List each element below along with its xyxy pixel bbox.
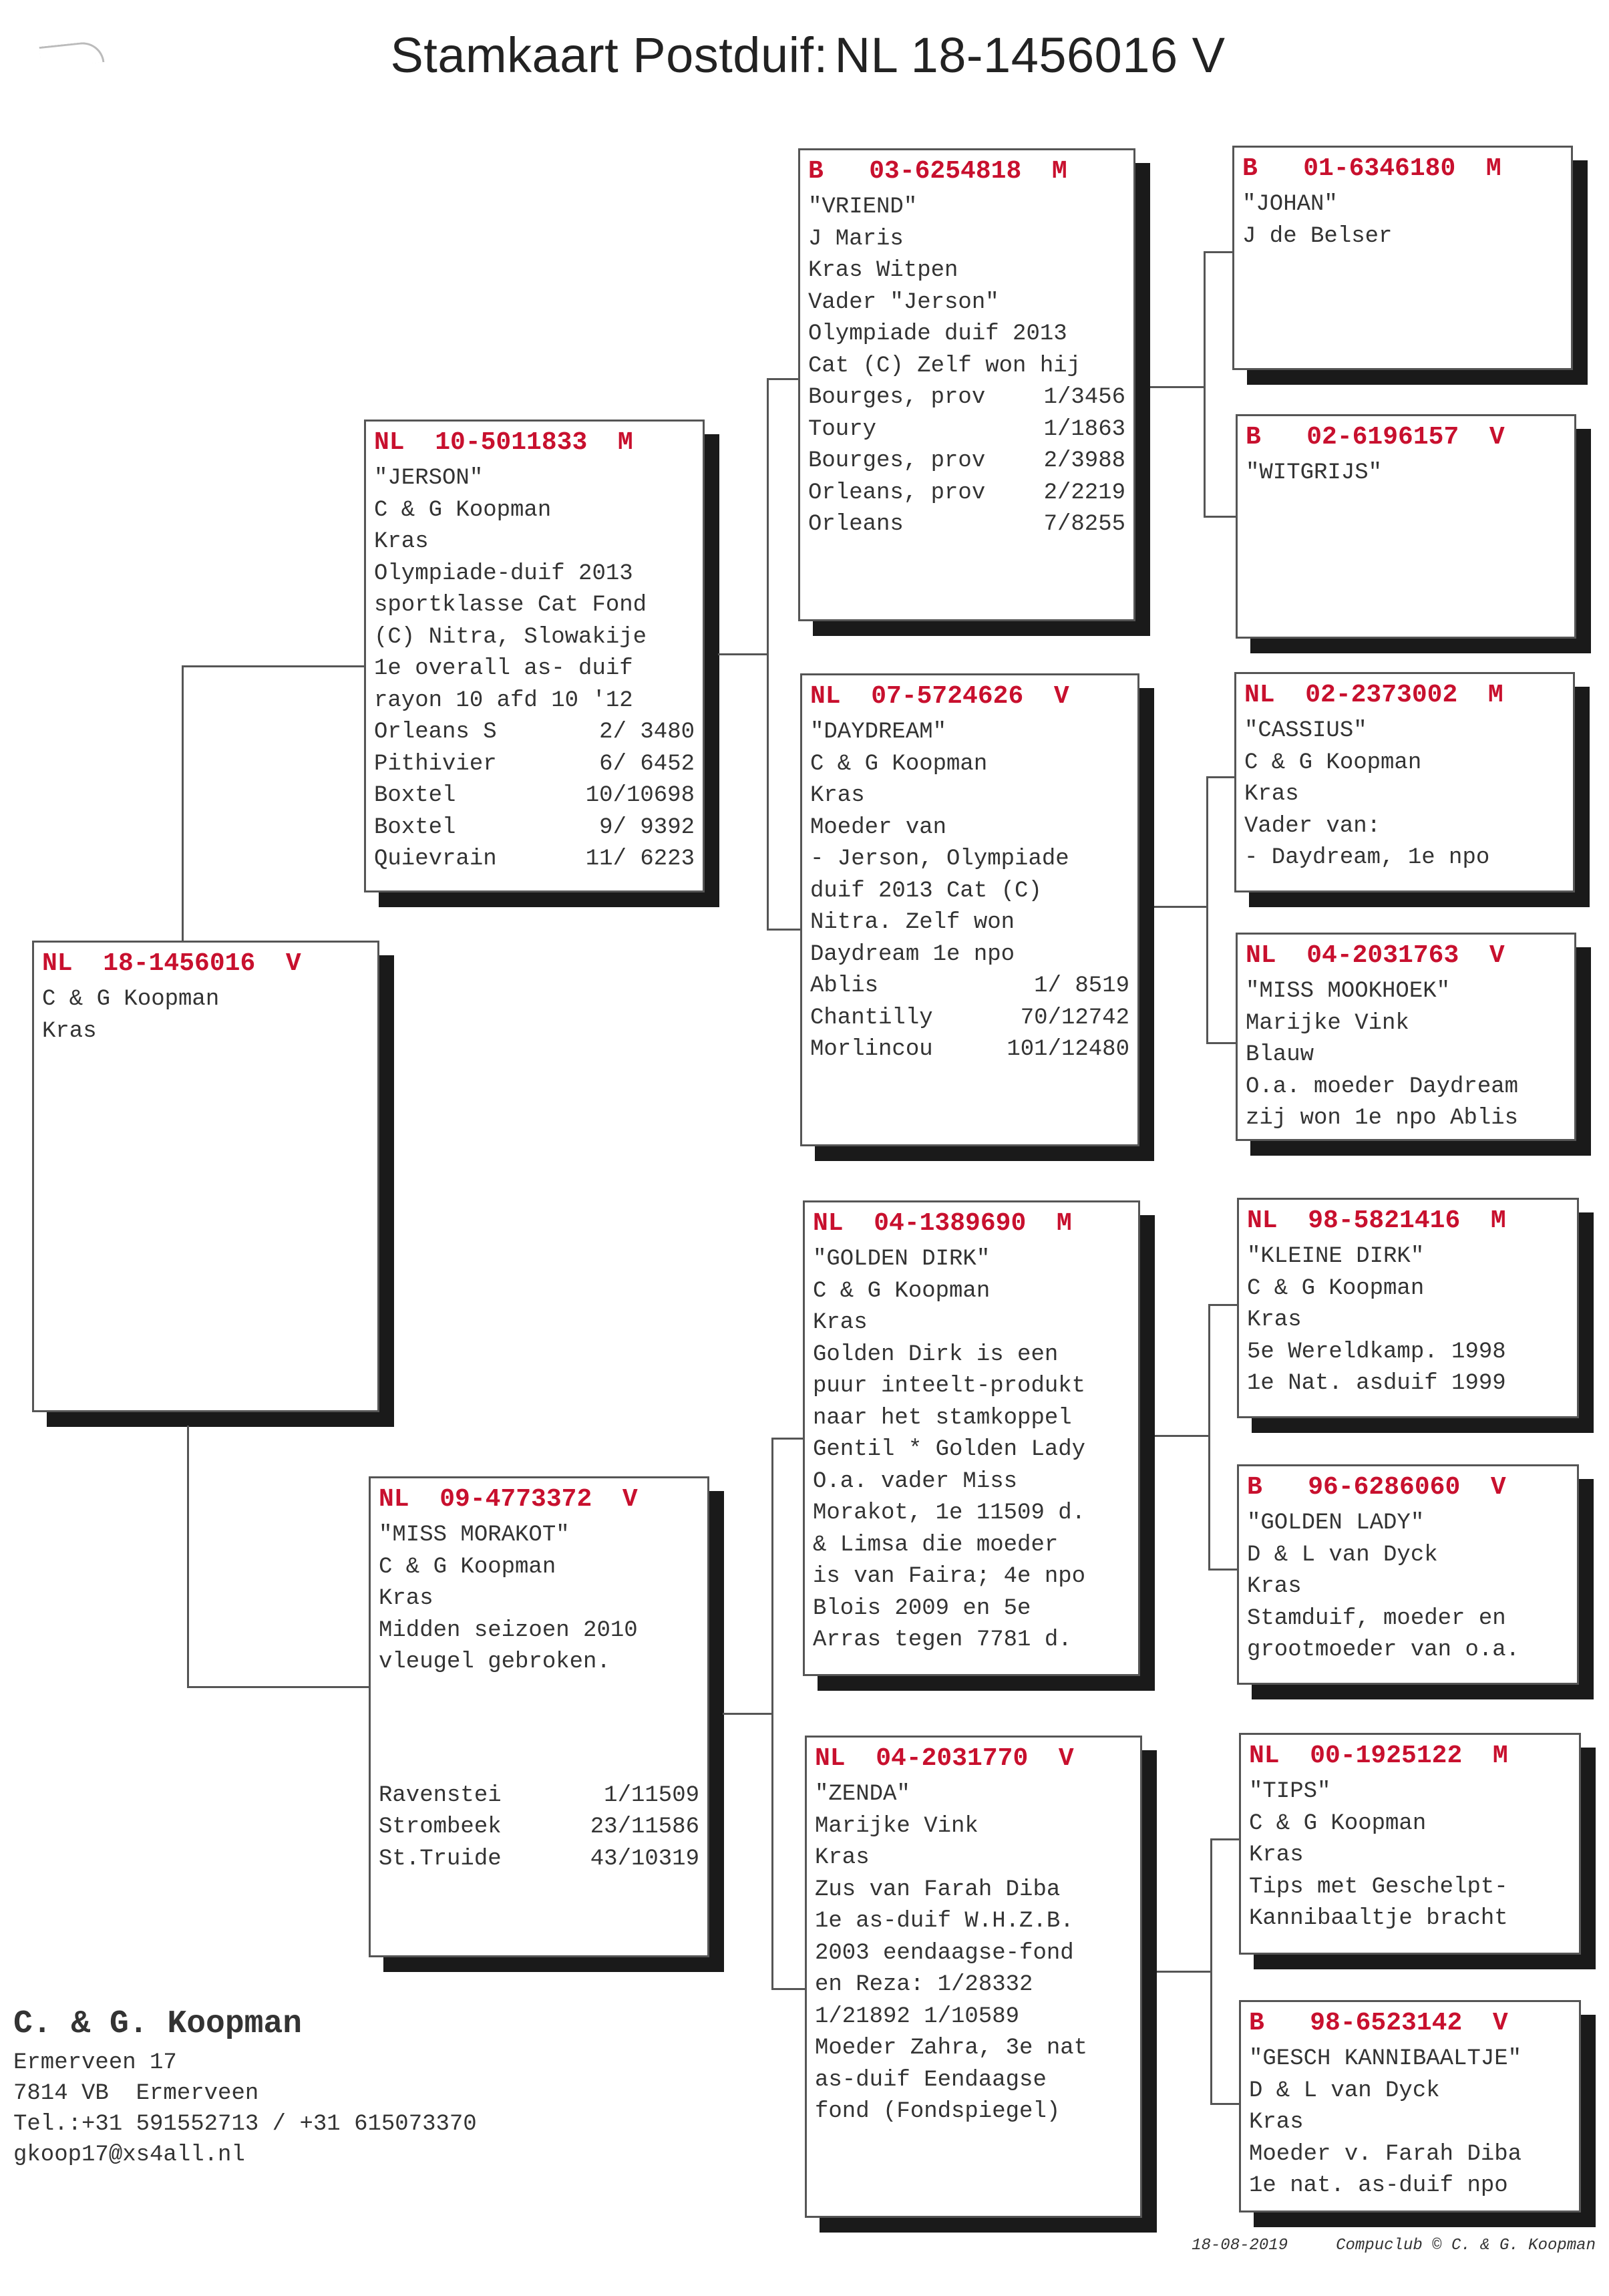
info-line: 1e as-duif W.H.Z.B. — [815, 1909, 1074, 1934]
info-line: Arras tegen 7781 d. — [813, 1627, 1072, 1653]
result-row — [808, 414, 1125, 446]
result-row — [810, 971, 1129, 1003]
connector-line — [767, 378, 769, 930]
breeder-email[interactable]: gkoop17@xs4all.nl — [13, 2142, 245, 2168]
page-title — [0, 27, 1609, 84]
result-row — [810, 1034, 1129, 1066]
connector-line — [723, 1713, 773, 1715]
connector-line — [182, 665, 365, 667]
ring-number: NL 04-2031770 V — [815, 1744, 1074, 1773]
connector-line — [771, 1988, 806, 1990]
race-place: Quievrain — [374, 846, 497, 872]
pigeon-card-mmm[interactable] — [1239, 2000, 1581, 2212]
race-place: Chantilly — [810, 1005, 933, 1031]
info-line: Moeder Zahra, 3e nat — [815, 2035, 1088, 2061]
info-line: duif 2013 Cat (C) — [810, 878, 1042, 904]
race-score: 1/ 8519 — [1034, 973, 1129, 999]
info-line: "MISS MORAKOT" — [379, 1522, 570, 1548]
info-line: Marijke Vink — [1246, 1010, 1409, 1036]
ring-number: NL 00-1925122 M — [1249, 1742, 1508, 1770]
race-place: Morlincou — [810, 1037, 933, 1062]
pigeon-card-mfm[interactable] — [1237, 1464, 1579, 1685]
info-line: C & G Koopman — [813, 1278, 991, 1304]
info-line: (C) Nitra, Slowakije — [374, 624, 647, 650]
connector-line — [718, 653, 768, 655]
connector-line — [187, 1426, 189, 1687]
info-line: Daydream 1e npo — [810, 941, 1015, 967]
pigeon-card-mm[interactable] — [805, 1736, 1142, 2218]
breeder-phone: Tel.:+31 591552713 / +31 615073370 — [13, 2112, 477, 2137]
connector-line — [1204, 516, 1237, 518]
pigeon-card-subject[interactable] — [32, 941, 379, 1412]
footer-date: 18-08-2019 — [1192, 2237, 1288, 2255]
result-row — [808, 509, 1125, 541]
info-line: Kras — [1247, 1307, 1302, 1333]
result-row — [379, 1780, 699, 1812]
race-place: Strombeek — [379, 1814, 502, 1840]
ring-number: NL 09-4773372 V — [379, 1485, 638, 1514]
ring-number: NL 04-2031763 V — [1246, 941, 1505, 970]
pigeon-card-mff[interactable] — [1237, 1198, 1579, 1418]
pigeon-card-mf[interactable] — [803, 1200, 1140, 1676]
race-score: 1/11509 — [604, 1782, 699, 1808]
ring-number: NL 18-1456016 V — [42, 949, 301, 978]
connector-line — [1210, 1838, 1212, 2104]
info-line: Gentil * Golden Lady — [813, 1437, 1086, 1462]
race-score: 9/ 9392 — [599, 814, 695, 840]
info-line: Tips met Geschelpt- — [1249, 1874, 1508, 1900]
connector-line — [1157, 1971, 1212, 1973]
connector-line — [1206, 776, 1236, 778]
race-place: Orleans, prov — [808, 480, 986, 506]
info-line: C & G Koopman — [42, 987, 220, 1012]
info-line: puur inteelt-produkt — [813, 1373, 1086, 1399]
result-row — [374, 812, 695, 844]
connector-line — [1150, 386, 1205, 388]
info-line: Kras — [1249, 1842, 1304, 1868]
ring-number: NL 10-5011833 M — [374, 428, 633, 457]
info-line: C & G Koopman — [1244, 750, 1422, 776]
connector-line — [1154, 906, 1208, 908]
ring-number: B 01-6346180 M — [1242, 154, 1501, 183]
info-line: naar het stamkoppel — [813, 1405, 1072, 1431]
race-place: Orleans — [808, 512, 904, 537]
info-line: Kras — [1247, 1574, 1302, 1599]
info-line: "GESCH KANNIBAALTJE" — [1249, 2046, 1522, 2072]
info-line: Blois 2009 en 5e — [813, 1595, 1031, 1621]
info-line: Marijke Vink — [815, 1813, 978, 1839]
info-line: 1e overall as- duif — [374, 656, 633, 681]
connector-line — [771, 1438, 773, 1989]
info-line: Moeder v. Farah Diba — [1249, 2141, 1522, 2167]
pigeon-card-father[interactable] — [364, 420, 705, 892]
info-line: C & G Koopman — [1247, 1275, 1425, 1301]
info-line: Vader "Jerson" — [808, 289, 999, 315]
result-row — [374, 749, 695, 781]
connector-line — [1155, 1435, 1210, 1437]
info-line: Kras — [1244, 782, 1299, 807]
info-line: D & L van Dyck — [1247, 1542, 1438, 1568]
race-place: Bourges, prov — [808, 448, 986, 474]
result-row — [808, 382, 1125, 414]
result-row — [374, 717, 695, 749]
connector-line — [1210, 1838, 1240, 1840]
race-score: 101/12480 — [1007, 1037, 1129, 1062]
footer — [1192, 2237, 1596, 2255]
info-line: Kras — [379, 1586, 433, 1611]
pigeon-card-ffm[interactable] — [1236, 414, 1576, 639]
race-score: 43/10319 — [590, 1846, 699, 1872]
info-line: grootmoeder van o.a. — [1247, 1637, 1520, 1663]
info-line: "GOLDEN DIRK" — [813, 1247, 991, 1272]
connector-line — [1206, 776, 1208, 1043]
breeder-city: 7814 VB Ermerveen — [13, 2081, 259, 2106]
info-line: "CASSIUS" — [1244, 718, 1367, 744]
info-line: C & G Koopman — [374, 497, 552, 523]
info-line: J Maris — [808, 226, 904, 252]
info-line: Cat (C) Zelf won hij — [808, 353, 1081, 379]
footer-credit: Compuclub © C. & G. Koopman — [1336, 2237, 1596, 2255]
info-line: Kras — [813, 1310, 868, 1335]
connector-line — [767, 378, 799, 380]
race-place: Pithivier — [374, 751, 497, 777]
ring-number: NL 02-2373002 M — [1244, 681, 1503, 709]
breeder-street: Ermerveen 17 — [13, 2050, 177, 2076]
info-line: is van Faira; 4e npo — [813, 1564, 1086, 1589]
race-score: 10/10698 — [585, 783, 695, 808]
race-score: 23/11586 — [590, 1814, 699, 1840]
info-line: "KLEINE DIRK" — [1247, 1244, 1425, 1269]
info-line: 1/21892 1/10589 — [815, 2003, 1020, 2029]
ring-number: NL 07-5724626 V — [810, 682, 1069, 711]
info-line: Olympiade duif 2013 — [808, 321, 1067, 347]
result-row — [810, 1003, 1129, 1035]
info-line: Kras — [374, 529, 429, 554]
result-row — [374, 780, 695, 812]
result-row — [808, 446, 1125, 478]
info-line: Golden Dirk is een — [813, 1341, 1059, 1367]
info-line: zij won 1e npo Ablis — [1246, 1106, 1519, 1131]
connector-line — [1208, 1569, 1238, 1571]
title-prefix: Stamkaart Postduif: — [390, 27, 828, 83]
info-line: Blauw — [1246, 1042, 1314, 1068]
race-score: 2/ 3480 — [599, 719, 695, 745]
breeder-info — [13, 2001, 477, 2170]
connector-line — [182, 665, 184, 942]
result-row — [379, 1844, 699, 1876]
info-line: Stamduif, moeder en — [1247, 1605, 1506, 1631]
info-line: 2003 eendaagse-fond — [815, 1940, 1074, 1966]
title-ring: NL 18-1456016 V — [834, 27, 1226, 83]
connector-line — [767, 929, 801, 931]
info-line: "JERSON" — [374, 466, 484, 491]
info-line: C & G Koopman — [379, 1554, 556, 1580]
ring-number: B 03-6254818 M — [808, 157, 1067, 186]
info-line: Olympiade-duif 2013 — [374, 560, 633, 587]
info-line: "TIPS" — [1249, 1779, 1331, 1804]
info-line: O.a. moeder Daydream — [1246, 1074, 1519, 1100]
result-row — [808, 478, 1125, 510]
info-line: Nitra. Zelf won — [810, 910, 1015, 935]
connector-line — [1208, 1304, 1210, 1570]
breeder-name: C. & G. Koopman — [13, 2006, 303, 2042]
connector-line — [187, 1686, 370, 1688]
info-line: - Jerson, Olympiade — [810, 846, 1069, 872]
race-score: 11/ 6223 — [585, 846, 695, 872]
race-place: Boxtel — [374, 814, 456, 840]
race-place: Boxtel — [374, 783, 456, 808]
info-line: - Daydream, 1e npo — [1244, 845, 1490, 870]
info-line: C & G Koopman — [810, 751, 988, 777]
ring-number: B 96-6286060 V — [1247, 1473, 1506, 1502]
race-place: Ravenstei — [379, 1782, 502, 1808]
info-line: "WITGRIJS" — [1246, 460, 1383, 486]
info-line: Kannibaaltje bracht — [1249, 1906, 1508, 1931]
race-place: Bourges, prov — [808, 385, 986, 410]
info-line: "MISS MOOKHOEK" — [1246, 979, 1451, 1004]
info-line: Kras — [810, 783, 865, 808]
race-place: St.Truide — [379, 1846, 502, 1872]
pigeon-card-fff[interactable] — [1232, 146, 1573, 370]
pigeon-card-mother[interactable] — [369, 1476, 709, 1957]
race-score: 1/1863 — [1043, 416, 1125, 442]
race-score: 6/ 6452 — [599, 751, 695, 777]
pigeon-card-ff[interactable] — [798, 148, 1135, 621]
ring-number: B 02-6196157 V — [1246, 423, 1505, 452]
info-line: D & L van Dyck — [1249, 2078, 1440, 2104]
info-line: fond (Fondspiegel) — [815, 2099, 1061, 2124]
info-line: Kras — [815, 1845, 870, 1870]
info-line: vleugel gebroken. — [379, 1649, 610, 1675]
connector-line — [1204, 251, 1206, 517]
info-line: "VRIEND" — [808, 194, 918, 220]
info-line: "JOHAN" — [1242, 192, 1338, 217]
pigeon-card-fm[interactable] — [800, 673, 1139, 1146]
info-line: "ZENDA" — [815, 1782, 910, 1807]
race-score: 70/12742 — [1020, 1005, 1129, 1031]
connector-line — [1204, 251, 1234, 253]
result-row — [374, 844, 695, 876]
info-line: Zus van Farah Diba — [815, 1876, 1061, 1903]
info-line: "DAYDREAM" — [810, 719, 947, 745]
race-place: Orleans S — [374, 719, 497, 745]
race-score: 2/2219 — [1043, 480, 1125, 506]
connector-line — [1206, 1042, 1237, 1044]
pigeon-card-mmf[interactable] — [1239, 1733, 1581, 1955]
race-score: 2/3988 — [1043, 448, 1125, 474]
pigeon-card-fmf[interactable] — [1234, 672, 1575, 892]
info-line: en Reza: 1/28332 — [815, 1972, 1033, 1997]
pigeon-card-fmm[interactable] — [1236, 933, 1576, 1141]
info-line: & Limsa die moeder — [813, 1532, 1059, 1558]
info-line: as-duif Eendaagse — [815, 2067, 1047, 2093]
connector-line — [1210, 2103, 1240, 2105]
race-score: 1/3456 — [1043, 385, 1125, 410]
info-line: Midden seizoen 2010 — [379, 1617, 638, 1643]
info-line: Vader van: — [1244, 813, 1381, 839]
info-line: J de Belser — [1242, 223, 1393, 249]
info-line: 1e Nat. asduif 1999 — [1247, 1371, 1506, 1396]
ring-number: B 98-6523142 V — [1249, 2009, 1508, 2037]
info-line: "GOLDEN LADY" — [1247, 1510, 1425, 1536]
spacer — [379, 1679, 699, 1780]
info-line: 1e nat. as-duif npo — [1249, 2173, 1508, 2198]
info-line: 5e Wereldkamp. 1998 — [1247, 1339, 1506, 1365]
info-line: Kras Witpen — [808, 258, 958, 283]
race-score: 7/8255 — [1043, 512, 1125, 537]
race-place: Toury — [808, 416, 877, 442]
connector-line — [1208, 1304, 1238, 1306]
info-line: sportklasse Cat Fond — [374, 593, 647, 618]
ring-number: NL 04-1389690 M — [813, 1209, 1072, 1238]
race-place: Ablis — [810, 973, 879, 999]
ring-number: NL 98-5821416 M — [1247, 1206, 1506, 1235]
info-line: rayon 10 afd 10 '12 — [374, 687, 633, 713]
info-line: O.a. vader Miss — [813, 1468, 1018, 1494]
info-line: Kras — [42, 1018, 97, 1044]
info-line: C & G Koopman — [1249, 1810, 1427, 1836]
result-row — [379, 1812, 699, 1844]
info-line: Kras — [1249, 2110, 1304, 2135]
connector-line — [771, 1438, 803, 1440]
info-line: Morakot, 1e 11509 d. — [813, 1500, 1086, 1526]
info-line: Moeder van — [810, 814, 947, 840]
